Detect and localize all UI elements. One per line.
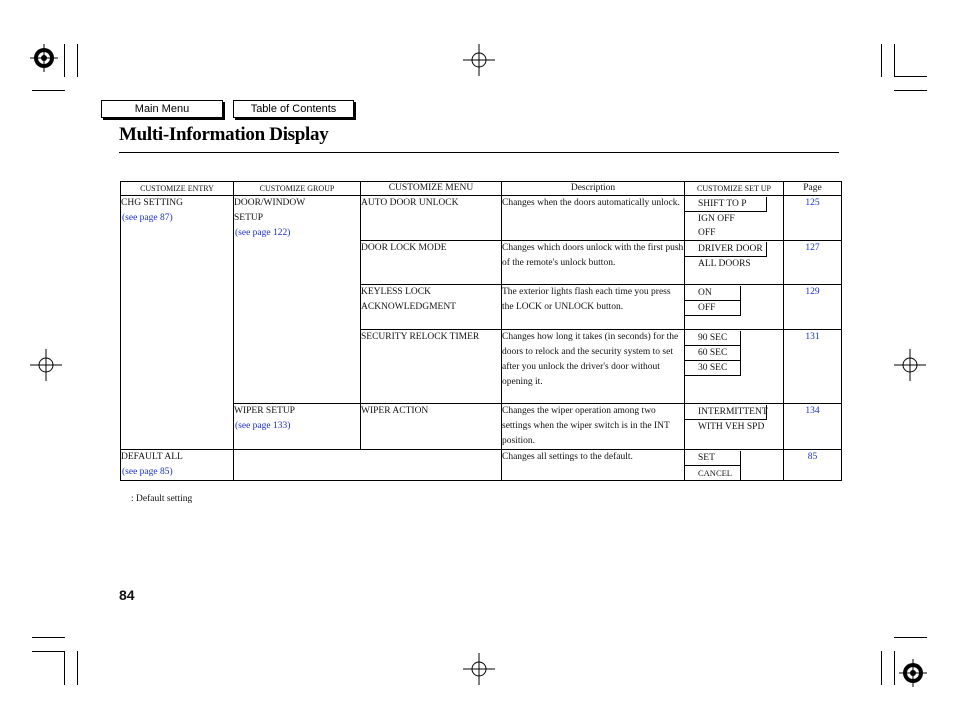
option: IGN OFF [698, 214, 735, 224]
entry-name: DEFAULT ALL [121, 452, 183, 462]
option: 90 SEC [685, 331, 741, 346]
see-page-link[interactable]: (see page 133) [235, 421, 291, 431]
page-link[interactable]: 134 [784, 404, 842, 450]
setup-cell [685, 241, 784, 285]
title-divider [119, 152, 839, 153]
group-door-window-setup [234, 196, 361, 404]
option-default: CANCEL [685, 466, 741, 480]
option-default: ON [685, 286, 741, 301]
header-description: Description [502, 182, 685, 196]
page-number: 84 [119, 587, 135, 603]
page-link[interactable]: 131 [784, 330, 842, 404]
page-title: Multi-Information Display [119, 124, 329, 145]
setup-cell [685, 330, 784, 404]
option: ALL DOORS [698, 259, 751, 269]
header-customize-setup: CUSTOMIZE SET UP [685, 182, 784, 196]
menu-cell: KEYLESS LOCK ACKNOWLEDGMENT [361, 285, 502, 330]
description-cell: Changes when the doors automatically unlock. [502, 196, 685, 241]
menu-cell: WIPER ACTION [361, 404, 502, 450]
description-cell: Changes all settings to the default. [502, 450, 685, 481]
crosshair-icon [463, 653, 495, 685]
page-link[interactable]: 85 [784, 450, 842, 481]
header-page: Page [784, 182, 842, 196]
page-link[interactable]: 125 [784, 196, 842, 241]
group-name: WIPER SETUP [234, 406, 295, 416]
option: OFF [698, 228, 716, 238]
footnote: : Default setting [131, 494, 193, 504]
table-of-contents-button[interactable]: Table of Contents [233, 100, 354, 118]
description-cell: Changes which doors unlock with the first push of the remote's unlock button. [502, 241, 685, 285]
description-cell: Changes how long it takes (in seconds) for the doors to relock and the security system to set after you unlock the driver's door without opening it. [502, 330, 685, 404]
main-menu-button[interactable]: Main Menu [101, 100, 223, 118]
entry-chg-setting [121, 196, 234, 450]
registration-target-icon [30, 44, 58, 72]
group-wiper-setup [234, 404, 361, 450]
see-page-link[interactable]: (see page 85) [122, 467, 173, 477]
entry-name: CHG SETTING [121, 198, 184, 208]
option-default: SHIFT TO P [685, 197, 767, 212]
header-customize-menu: CUSTOMIZE MENU [361, 182, 502, 196]
header-customize-entry: CUSTOMIZE ENTRY [121, 182, 234, 196]
menu-cell: AUTO DOOR UNLOCK [361, 196, 502, 241]
see-page-link[interactable]: (see page 122) [235, 228, 291, 238]
option: WITH VEH SPD [698, 422, 765, 432]
crosshair-icon [463, 44, 495, 76]
setup-cell [685, 196, 784, 241]
registration-target-icon [899, 659, 927, 687]
empty-cell [234, 450, 502, 481]
description-cell: Changes the wiper operation among two settings when the wiper switch is in the INT position. [502, 404, 685, 450]
table-row [121, 196, 842, 241]
customize-table [120, 181, 842, 481]
option: OFF [685, 301, 741, 316]
group-name: DOOR/WINDOW SETUP [234, 198, 306, 223]
crosshair-icon [30, 349, 62, 381]
option-default: INTERMITTENT [685, 405, 767, 420]
description-cell: The exterior lights flash each time you press the LOCK or UNLOCK button. [502, 285, 685, 330]
menu-cell: DOOR LOCK MODE [361, 241, 502, 285]
page-link[interactable]: 127 [784, 241, 842, 285]
setup-cell [685, 285, 784, 330]
setup-cell [685, 404, 784, 450]
option: SET [685, 451, 741, 466]
header-customize-group: CUSTOMIZE GROUP [234, 182, 361, 196]
table-header-row [121, 182, 842, 196]
crosshair-icon [894, 349, 926, 381]
menu-cell: SECURITY RELOCK TIMER [361, 330, 502, 404]
option-default: DRIVER DOOR [685, 242, 767, 257]
table-row [121, 450, 842, 481]
option-default: 60 SEC [685, 346, 741, 361]
see-page-link[interactable]: (see page 87) [122, 213, 173, 223]
option: 30 SEC [685, 361, 741, 376]
entry-default-all [121, 450, 234, 481]
page-link[interactable]: 129 [784, 285, 842, 330]
setup-cell [685, 450, 784, 481]
